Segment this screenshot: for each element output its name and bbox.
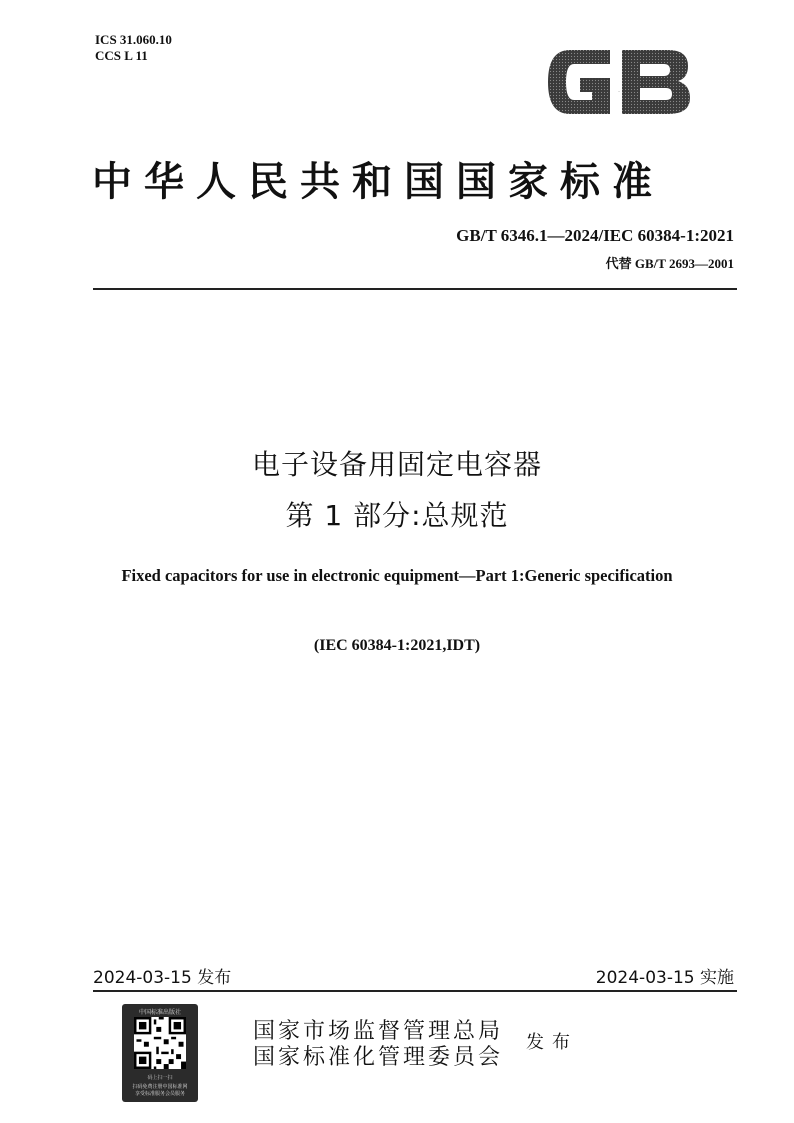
qr-card-publisher: 中国标准出版社 bbox=[138, 1009, 181, 1016]
qr-card-scan-text: 码上扫一扫 bbox=[147, 1075, 173, 1081]
bottom-divider bbox=[93, 990, 737, 992]
issue-date: 2024-03-15 发布 bbox=[93, 968, 232, 988]
iec-reference: (IEC 60384-1:2021,IDT) bbox=[313, 637, 481, 654]
replaces-standard: 代替 GB/T 2693—2001 bbox=[605, 256, 734, 271]
document-title-cn-line2: 第 1 部分:总规范 bbox=[285, 499, 509, 532]
national-standard-title: 中华人民共和国国家标准 bbox=[92, 158, 664, 205]
ccs-code: CCS L 11 bbox=[95, 48, 148, 63]
implementation-date: 2024-03-15 实施 bbox=[595, 968, 734, 988]
gb-logo bbox=[540, 40, 698, 124]
qr-card-caption-line2: 享受标准服务会员服务 bbox=[134, 1091, 185, 1097]
qr-card-caption bbox=[122, 1084, 198, 1098]
publish-label: 发布 bbox=[526, 1032, 578, 1053]
document-title-en: Fixed capacitors for use in electronic equipment—Part 1:Generic specification bbox=[121, 566, 673, 585]
issuer-sac: 国家标准化管理委员会 bbox=[253, 1045, 504, 1070]
document-title-cn-line1: 电子设备用固定电容器 bbox=[251, 448, 542, 481]
qr-card[interactable] bbox=[122, 1004, 198, 1102]
qr-card-caption-line1: 扫码免费注册中国标准网 bbox=[132, 1084, 188, 1090]
qr-code-icon[interactable] bbox=[134, 1017, 186, 1069]
classification-codes bbox=[95, 32, 172, 64]
standard-number: GB/T 6346.1—2024/IEC 60384-1:2021 bbox=[456, 226, 734, 245]
gb-logo-text: GB bbox=[618, 92, 620, 93]
ics-code: ICS 31.060.10 bbox=[95, 32, 172, 47]
top-divider bbox=[93, 288, 737, 290]
issuer-samr: 国家市场监督管理总局 bbox=[253, 1019, 504, 1044]
